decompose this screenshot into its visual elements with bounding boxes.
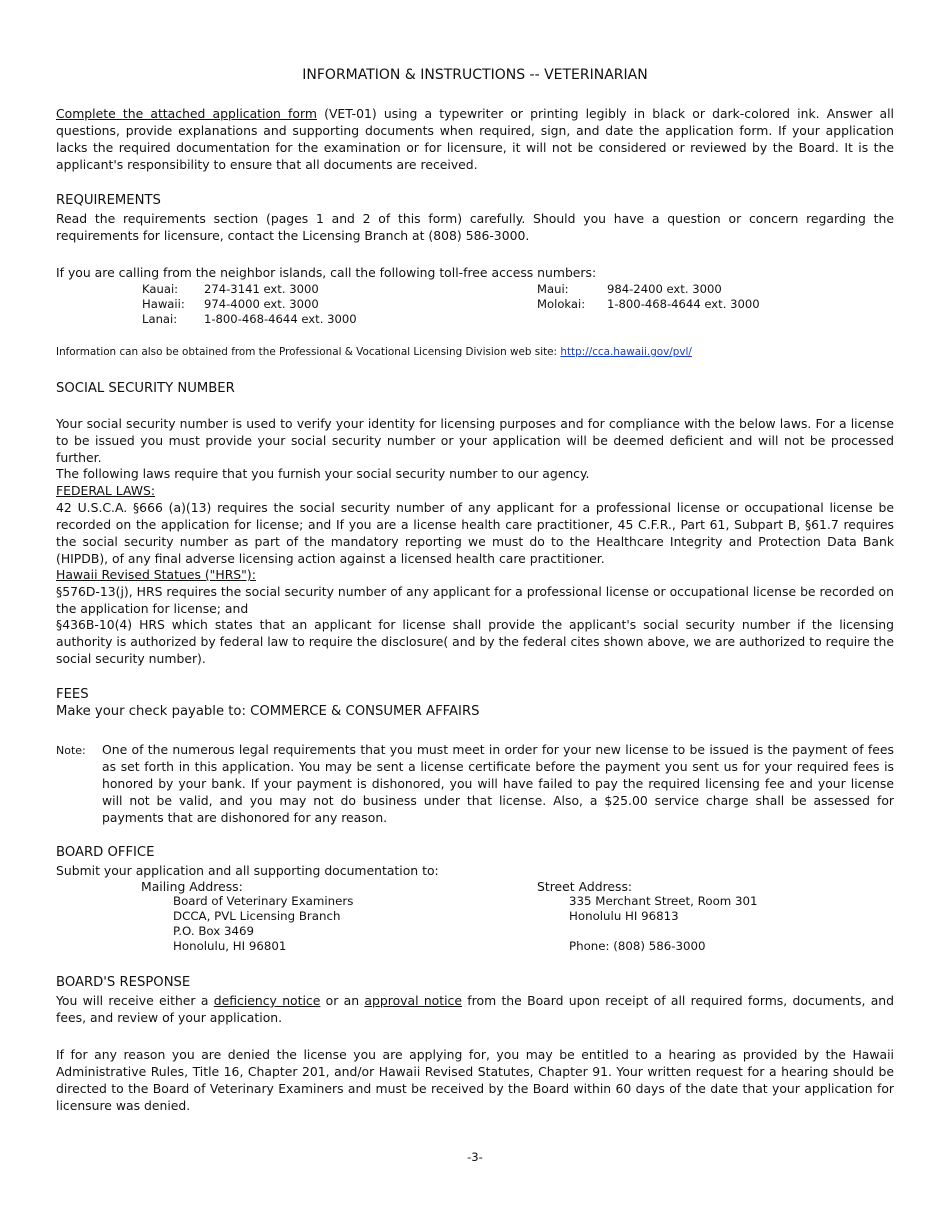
- phone-row: Lanai: 1-800-468-4644 ext. 3000: [142, 312, 357, 326]
- phone-row: Kauai: 274-3141 ext. 3000: [142, 282, 319, 296]
- phone-row: Hawaii: 974-4000 ext. 3000: [142, 297, 319, 311]
- hearing-paragraph: If for any reason you are denied the license you are applying for, you may be entitled to a hearing as provided by the Hawaii Administrative Rules, Title 16, Chapter 201, and/or Hawaii Revised Statutes, Chapter 91. Your written request for a hearing should be directed to the Board of Veterinary Examiners and must be received by the Board within 60 days of the date that your application for licensure was denied.: [56, 1047, 894, 1113]
- hrs-heading: Hawaii Revised Statues ("HRS"):: [56, 567, 256, 582]
- application-form-link: Complete the attached application form: [56, 106, 317, 121]
- page-title: INFORMATION & INSTRUCTIONS -- VETERINARIAN: [302, 67, 648, 83]
- deficiency-notice: deficiency notice: [213, 993, 321, 1008]
- phone-row: Molokai: 1-800-468-4644 ext. 3000: [537, 297, 760, 311]
- ssn-paragraph: Your social security number is used to verify your identity for licensing purposes and for compliance with the below laws. For a license to be issued you must provide your social security number or your application will be deemed deficient and will not be processed further.: [56, 416, 894, 465]
- federal-laws-text: 42 U.S.C.A. §666 (a)(13) requires the social security number of any applicant for a professional license or occupational license be recorded on the application for license; and If you are a license health care practitioner, 45 C.F.R., Part 61, Subpart B, §61.7 requires the social security number as part of the mandatory reporting we must do to the Healthcare Integrity and Protection Data Bank (HIPDB), of any final adverse licensing action against a licensed health care practitioner.: [56, 500, 894, 566]
- phone-numbers-right: [537, 282, 760, 312]
- note-label: Note:: [56, 744, 86, 757]
- fees-payable: Make your check payable to: COMMERCE & CONSUMER AFFAIRS: [56, 704, 480, 719]
- submit-text: Submit your application and all supporting documentation to:: [56, 863, 439, 878]
- calling-text: If you are calling from the neighbor islands, call the following toll-free access numbers:: [56, 265, 597, 280]
- mailing-address-label: Mailing Address:: [141, 879, 243, 894]
- approval-notice: approval notice: [364, 993, 462, 1008]
- phone-row: Maui: 984-2400 ext. 3000: [537, 282, 722, 296]
- web-info: Information can also be obtained from the Professional & Vocational Licensing Division web site: http://cca.hawaii.gov/pvl/: [56, 346, 692, 358]
- note-text: One of the numerous legal requirements that you must meet in order for your new license to be issued is the payment of fees as set forth in this application. You may be sent a license certificate before the payment you sent us for your required fees is honored by your bank. If your payment is dishonored, you will have failed to pay the required licensing fee and your license will not be valid, and you may not do business under that license. Also, a $25.00 service charge shall be assessed for payments that are dishonored for any reason.: [102, 742, 894, 825]
- mailing-address: Mailing Address: Board of Veterinary Examiners DCCA, PVL Licensing Branch P.O. Box 3469 Honolulu, HI 96801: [141, 879, 354, 953]
- intro-paragraph: Complete the attached application form (VET-01) using a typewriter or printing legibly in black or dark-colored ink. Answer all questions, provide explanations and supporting documents when required, sign, and date the application form. If your application lacks the required documentation for the examination or for licensure, it will not be considered or reviewed by the Board. It is the applicant's responsibility to ensure that all documents are received.: [56, 106, 894, 172]
- fees-note: [56, 741, 894, 826]
- pvl-website-link[interactable]: http://cca.hawaii.gov/pvl/: [560, 346, 692, 358]
- street-address-label: Street Address:: [537, 879, 633, 894]
- ssn-heading: SOCIAL SECURITY NUMBER: [56, 381, 235, 396]
- hrs-text-1: §576D-13(j), HRS requires the social security number of any applicant for a professional license or occupational license be recorded on the application for license; and: [56, 584, 894, 616]
- street-address: Street Address: 335 Merchant Street, Room 301 Honolulu HI 96813 Phone: (808) 586-3000: [537, 879, 758, 953]
- requirements-text: Read the requirements section (pages 1 and 2 of this form) carefully. Should you have a question or concern regarding the requirements for licensure, contact the Licensing Branch at (808) 586-3000.: [56, 211, 894, 243]
- requirements-heading: REQUIREMENTS: [56, 193, 161, 208]
- fees-heading: FEES: [56, 687, 89, 702]
- board-office-heading: BOARD OFFICE: [56, 845, 155, 860]
- page-number: -3-: [467, 1150, 483, 1164]
- federal-laws-heading: FEDERAL LAWS:: [56, 483, 156, 498]
- hrs-text-2: §436B-10(4) HRS which states that an applicant for license shall provide the applicant's social security number if the licensing authority is authorized by federal law to require the disclosure( and by the federal cites shown above, we are authorized to require the social security number).: [56, 617, 894, 666]
- response-heading: BOARD'S RESPONSE: [56, 975, 191, 990]
- response-paragraph: You will receive either a deficiency notice or an approval notice from the Board upon receipt of all required forms, documents, and fees, and review of your application.: [56, 993, 894, 1025]
- ssn-laws-intro: The following laws require that you furnish your social security number to our agency.: [56, 466, 590, 481]
- phone-numbers-left: [142, 282, 357, 327]
